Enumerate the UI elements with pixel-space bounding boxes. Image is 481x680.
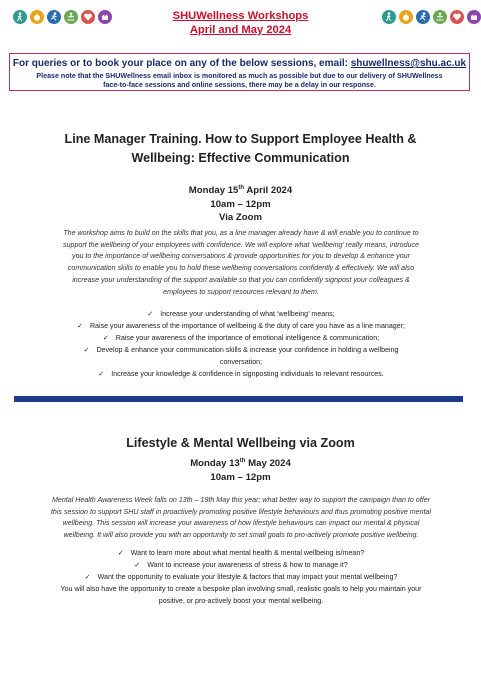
- session2-bullets: [30, 548, 452, 608]
- session1-desc-line: increase your understanding of the support available so that you can confidently signpost your colleagues &: [72, 275, 410, 284]
- contact-note-line1: Please note that the SHUWellness email inbox is monitored as much as possible but due to our delivery of SHUWellness: [36, 72, 443, 80]
- check-icon: ✓: [76, 321, 83, 330]
- session1-title-line2: Wellbeing: Effective Communication: [131, 151, 350, 165]
- bullet-text: Raise your awareness of the importance of emotional intelligence & communication;: [115, 333, 380, 342]
- session2-date: [0, 455, 481, 471]
- section-divider: [14, 396, 463, 402]
- session2-details: [0, 455, 481, 484]
- check-icon: ✓: [84, 572, 91, 581]
- session1-date-rest: April 2024: [244, 185, 293, 197]
- session2-date-rest: May 2024: [245, 458, 291, 470]
- contact-box: [9, 53, 470, 91]
- session2-time: 10am – 12pm: [210, 471, 271, 483]
- bullet-text: Increase your understanding of what ‘wellbeing’ means;: [160, 310, 335, 318]
- session1-desc-line: The workshop aims to build on the skills that you, as a line manager already have & will enable you to continue to: [63, 229, 419, 237]
- contact-lead-text: For queries or to book your place on any of the below sessions, email:: [12, 58, 351, 69]
- check-icon: ✓: [102, 333, 109, 342]
- check-icon: ✓: [83, 345, 90, 354]
- session2-title: Lifestyle & Mental Wellbeing via Zoom: [126, 436, 355, 450]
- session1-details: [0, 182, 481, 225]
- bullet-item: [30, 369, 452, 381]
- bullet-item: [30, 572, 452, 584]
- bullet-item: [30, 333, 452, 345]
- bullet-item: [30, 309, 452, 321]
- check-icon: ✓: [147, 310, 154, 318]
- session1-desc-line: support the wellbeing of your employees with confidence. We will explore what ‘wellbeing’ really means, introduce: [63, 240, 419, 249]
- bullet-text: Increase your knowledge & confidence in signposting individuals to relevant resources.: [111, 369, 384, 378]
- session1-date-suffix: th: [238, 185, 245, 191]
- bullet-item: [30, 548, 452, 560]
- bullet-item: [30, 560, 452, 572]
- contact-note-line2: face-to-face sessions and online sessions, there may be a delay in our response.: [103, 81, 376, 89]
- bullet-text: Want to increase your awareness of stress & how to manage it?: [147, 560, 348, 569]
- session1-date: [0, 182, 481, 198]
- session2-desc-line: Mental Health Awareness Week falls on 13th – 19th May this year; what better way to support the campaign than to offer: [51, 496, 430, 504]
- session1-desc-line: communication skills to enable you to hold these wellbeing conversations confidently & effectively. We will also: [67, 264, 415, 273]
- contact-main-line: [10, 58, 469, 70]
- session1-description: [30, 228, 452, 298]
- heart-icon: [450, 10, 464, 24]
- bullet-item: [30, 345, 452, 357]
- closing-line: positive, or pro-actively boost your mental wellbeing.: [158, 596, 324, 605]
- bullet-text: Raise your awareness of the importance of wellbeing & the duty of care you have as a line manager;: [89, 321, 405, 330]
- header-title-line1: SHUWellness Workshops: [172, 10, 309, 22]
- wellness-icons-right: [382, 10, 481, 24]
- contact-note: [10, 72, 469, 90]
- session2-date-prefix: Monday 13: [190, 458, 240, 470]
- session2-date-suffix: th: [239, 458, 246, 464]
- check-icon: ✓: [134, 560, 141, 569]
- apple-icon: [399, 10, 413, 24]
- session1-title: [30, 130, 451, 168]
- check-icon: ✓: [117, 549, 124, 557]
- session1-location: Via Zoom: [218, 212, 262, 224]
- check-icon: ✓: [98, 369, 105, 378]
- meditation-icon: [433, 10, 447, 24]
- hands-icon: [467, 10, 481, 24]
- session1-title-line1: Line Manager Training. How to Support Employee Health &: [64, 132, 417, 146]
- bullet-item: [30, 321, 452, 333]
- session1-desc-line: employees to support resources relevant to them.: [163, 287, 319, 296]
- session1-time: 10am – 12pm: [210, 198, 271, 210]
- bullet-text: Want the opportunity to evaluate your lifestyle & factors that may impact your mental wellbeing?: [97, 572, 398, 581]
- header: [0, 4, 481, 44]
- session2-desc-line: this session to support SHU staff in proactively promoting positive lifestyle behaviours and thus promoting positive mental: [50, 507, 432, 516]
- running-person-icon: [416, 10, 430, 24]
- bullet-text: Develop & enhance your communication skills & increase your confidence in holding a wellbeing: [96, 345, 399, 354]
- walking-person-icon: [382, 10, 396, 24]
- session1-date-prefix: Monday 15: [188, 185, 239, 197]
- session2-desc-line: wellbeing. It will also provide you with an opportunity to set small goals to pro-actively promote positive wellbeing.: [63, 531, 419, 540]
- session2-desc-line: wellbeing. This session will increase your awareness of how lifestyle behaviours can impact our mental & physical: [62, 519, 420, 528]
- session1-desc-line: you to the importance of wellbeing conversations & provide opportunities for you to develop & enhance your: [72, 252, 410, 261]
- session1-bullets: [30, 309, 452, 380]
- header-title-line2: April and May 2024: [189, 24, 292, 36]
- closing-line: You will also have the opportunity to create a bespoke plan involving small, realistic goals to help you maintain your: [60, 584, 422, 593]
- session2-description: [30, 495, 452, 542]
- contact-email-link[interactable]: shuwellness@shu.ac.uk: [350, 58, 467, 69]
- bullet-text: Want to learn more about what mental health & mental wellbeing is/mean?: [130, 549, 365, 557]
- bullet-item-continuation: conversation;: [219, 357, 263, 366]
